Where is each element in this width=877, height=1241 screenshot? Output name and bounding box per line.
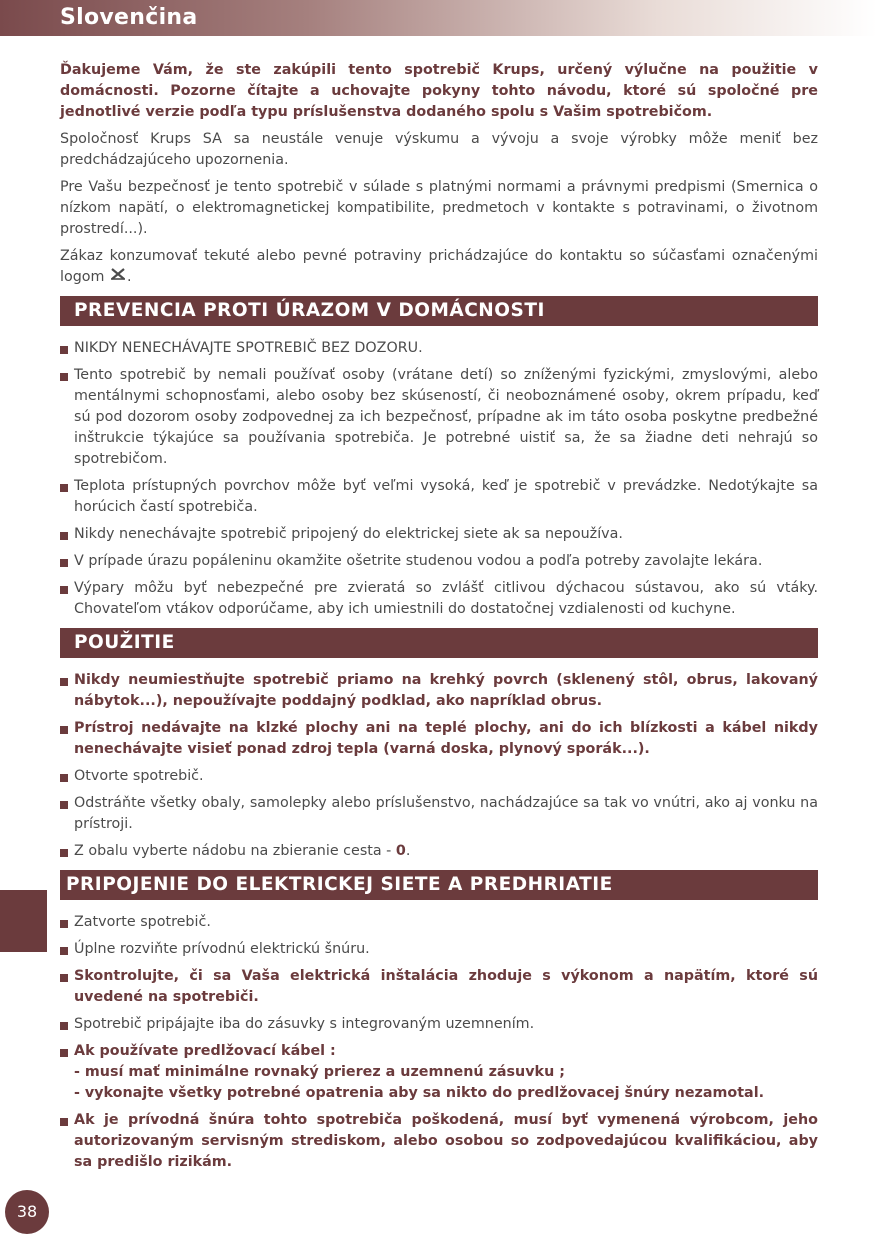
prevention-list [60,338,818,620]
part-reference: 0 [395,843,406,859]
section-heading-prevention: PREVENCIA PROTI ÚRAZOM V DOMÁCNOSTI [60,296,818,326]
list-item: Ak je prívodná šnúra tohto spotrebiča poškodená, musí byť vymenená výrobcom, jeho autorizovaným servisným strediskom, alebo osobou so zodpovedajúcou kvalifikáciou, aby sa predišlo rizikám. [60,1110,818,1173]
list-item: Výpary môžu byť nebezpečné pre zvieratá so zvlášť citlivou dýchacou sústavou, ako sú vtáky. Chovateľom vtákov odporúčame, aby ich umiestnili do dostatočnej vzdialenosti od kuchyne. [60,578,818,620]
language-title: Slovenčina [60,5,198,30]
list-item: NIKDY NENECHÁVAJTE SPOTREBIČ BEZ DOZORU. [60,338,818,359]
list-item-extension-cable [60,1041,818,1104]
list-item: Spotrebič pripájajte iba do zásuvky s integrovaným uzemnením. [60,1014,818,1035]
list-item [60,841,818,862]
intro-thanks: Ďakujeme Vám, že ste zakúpili tento spotrebič Krups, určený výlučne na použitie v domácnosti. Pozorne čítajte a uchovajte pokyny tohto návodu, ktoré sú spoločné pre jednotlivé verzie podľa typu príslušenstva dodaného spolu s Vašim spotrebičom. [60,62,818,120]
intro-paragraph-2: Pre Vašu bezpečnosť je tento spotrebič v súlade s platnými normami a právnymi predpismi (Smernica o nízkom napätí, o elektromagnetickej kompatibilite, predmetoch v kontakte s potravinami, o životnom prostredí...). [60,179,818,237]
list-item: Odstráňte všetky obaly, samolepky alebo príslušenstvo, nachádzajúce sa tak vo vnútri, ako aj vonku na prístroji. [60,793,818,835]
intro-paragraph-3-text: Zákaz konzumovať tekuté alebo pevné potraviny prichádzajúce do kontaktu so súčasťami označenými logom [60,248,818,285]
list-item-text: Z obalu vyberte nádobu na zbieranie cesta - [74,843,392,859]
side-tab [0,890,47,952]
list-item: Zatvorte spotrebič. [60,912,818,933]
page-number: 38 [5,1190,49,1234]
extension-cable-heading: Ak používate predlžovací kábel : [74,1043,336,1059]
intro-paragraph-3-end: . [127,269,132,285]
extension-cable-line-2: - vykonajte všetky potrebné opatrenia aby sa nikto do predlžovacej šnúry nezamotal. [74,1085,765,1101]
usage-list [60,670,818,862]
list-item: Úplne rozviňte prívodnú elektrickú šnúru. [60,939,818,960]
section-heading-usage: POUŽITIE [60,628,818,658]
connection-list [60,912,818,1173]
list-item: Skontrolujte, či sa Vaša elektrická inštalácia zhoduje s výkonom a napätím, ktoré sú uvedené na spotrebiči. [60,966,818,1008]
intro-paragraph-3 [60,246,818,288]
section-heading-connection: PRIPOJENIE DO ELEKTRICKEJ SIETE A PREDHRIATIE [60,870,818,900]
header-band [0,0,877,36]
main-content [60,60,818,1179]
food-contact-prohibited-icon [109,267,127,288]
list-item: Nikdy neumiestňujte spotrebič priamo na krehký povrch (sklenený stôl, obrus, lakovaný nábytok...), nepoužívajte poddajný podklad, ako napríklad obrus. [60,670,818,712]
list-item: Prístroj nedávajte na klzké plochy ani na teplé plochy, ani do ich blízkosti a kábel nikdy nenechávajte visieť ponad zdroj tepla (varná doska, plynový sporák...). [60,718,818,760]
list-item: Teplota prístupných povrchov môže byť veľmi vysoká, keď je spotrebič v prevádzke. Nedotýkajte sa horúcich častí spotrebiča. [60,476,818,518]
list-item: V prípade úrazu popáleninu okamžite ošetrite studenou vodou a podľa potreby zavolajte lekára. [60,551,818,572]
extension-cable-line-1: - musí mať minimálne rovnaký prierez a uzemnenú zásuvku ; [74,1064,565,1080]
list-item: Nikdy nenechávajte spotrebič pripojený do elektrickej siete ak sa nepoužíva. [60,524,818,545]
list-item: Otvorte spotrebič. [60,766,818,787]
list-item: Tento spotrebič by nemali používať osoby (vrátane detí) so zníženými fyzickými, zmyslovými, alebo mentálnymi schopnosťami, alebo osoby bez skúseností, či neoboznámené osoby, okrem prípadu, keď sú pod dozorom osoby zodpovednej za ich bezpečnosť, prípadne ak im táto osoba poskytne predbežné inštrukcie týkajúce sa používania spotrebiča. Je potrebné uistiť sa, že sa žiadne deti nehrajú so spotrebičom. [60,365,818,470]
intro-paragraph-1: Spoločnosť Krups SA sa neustále venuje výskumu a vývoju a svoje výrobky môže meniť bez predchádzajúceho upozornenia. [60,131,818,168]
list-item-end: . [405,843,411,859]
